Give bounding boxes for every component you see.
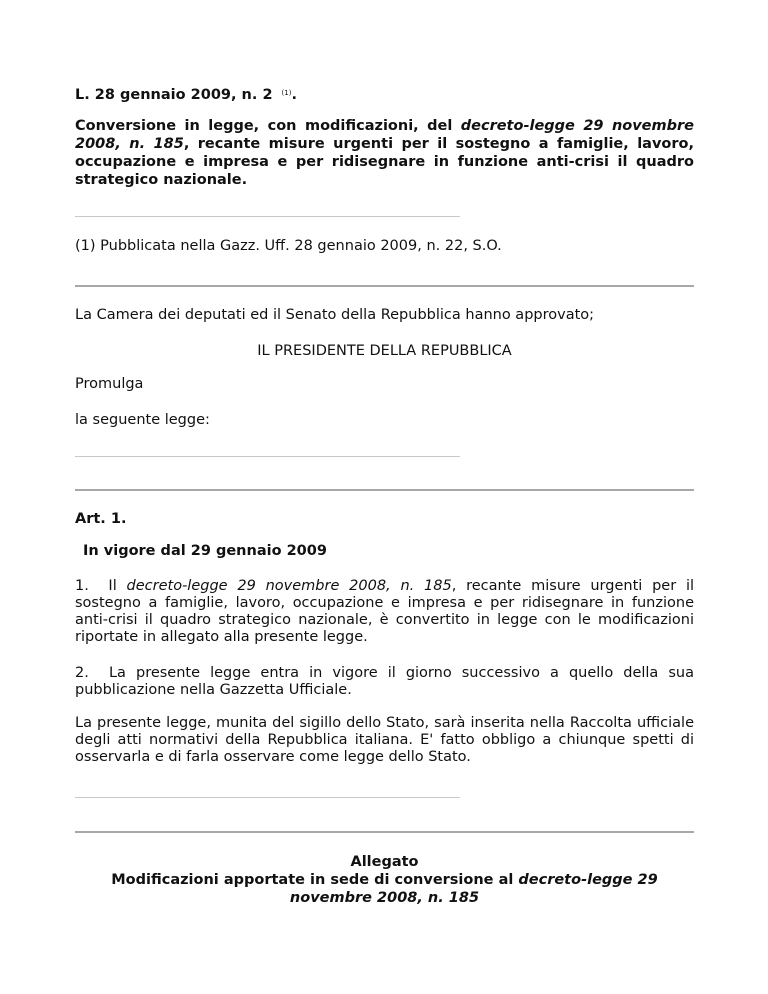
allegato-title: Modificazioni apportate in sede di conversione al decreto-legge 29 novembre 2008, n. 185 bbox=[111, 872, 658, 906]
allegato-heading bbox=[75, 853, 694, 907]
article-paragraph-2: 2. La presente legge entra in vigore il giorno successivo a quello della sua pubblicazione nella Gazzetta Ufficiale. bbox=[75, 665, 694, 698]
section-divider bbox=[75, 489, 694, 491]
footnote-divider bbox=[75, 216, 460, 217]
divider-short bbox=[75, 797, 460, 798]
article-title: Art. 1. bbox=[75, 511, 127, 527]
decree-link[interactable]: decreto-legge 29 novembre 2008, n. 185 bbox=[289, 872, 658, 906]
decree-link[interactable]: decreto-legge 29 novembre 2008, n. 185 bbox=[126, 578, 452, 594]
closing-formula: La presente legge, munita del sigillo dello Stato, sarà inserita nella Raccolta ufficiale degli atti normativi della Repubblica italiana. E' fatto obbligo a chiunque spetti di osservarla e di farla osservare come legge dello Stato. bbox=[75, 715, 694, 765]
article-paragraph-1: 1. Il decreto-legge 29 novembre 2008, n. 185, recante misure urgenti per il sostegno a famiglie, lavoro, occupazione e impresa e per ridisegnare in funzione anti-crisi il quadro strategico nazionale, è convertito in legge con le modificazioni riportate in allegato alla presente legge. bbox=[75, 578, 695, 645]
vigore-date: In vigore dal 29 gennaio 2009 bbox=[83, 543, 327, 559]
president-heading: IL PRESIDENTE DELLA REPUBBLICA bbox=[257, 343, 512, 359]
divider-short bbox=[75, 456, 460, 457]
allegato-label: Allegato bbox=[350, 854, 419, 870]
promulga-text: Promulga bbox=[75, 376, 144, 392]
footnote-text: (1) Pubblicata nella Gazz. Uff. 28 gennaio 2009, n. 22, S.O. bbox=[75, 238, 502, 254]
section-divider bbox=[75, 831, 694, 833]
law-title: L. 28 gennaio 2009, n. 2 $^{(1)}$. bbox=[75, 87, 297, 103]
footnote-reference[interactable]: (1) bbox=[281, 89, 292, 97]
decree-link[interactable]: decreto-legge 29 novembre 2008, n. 185 bbox=[75, 118, 694, 152]
law-subtitle: Conversione in legge, con modificazioni, del decreto-legge 29 novembre 2008, n. 185, recante misure urgenti per il sostegno a famiglie, lavoro, occupazione e impresa e per ridisegnare in funzione anti-crisi il quadro strategico nazionale. bbox=[75, 118, 694, 188]
section-divider bbox=[75, 285, 694, 287]
approval-text: La Camera dei deputati ed il Senato della Repubblica hanno approvato; bbox=[75, 307, 595, 323]
seguente-legge-text: la seguente legge: bbox=[75, 412, 210, 428]
